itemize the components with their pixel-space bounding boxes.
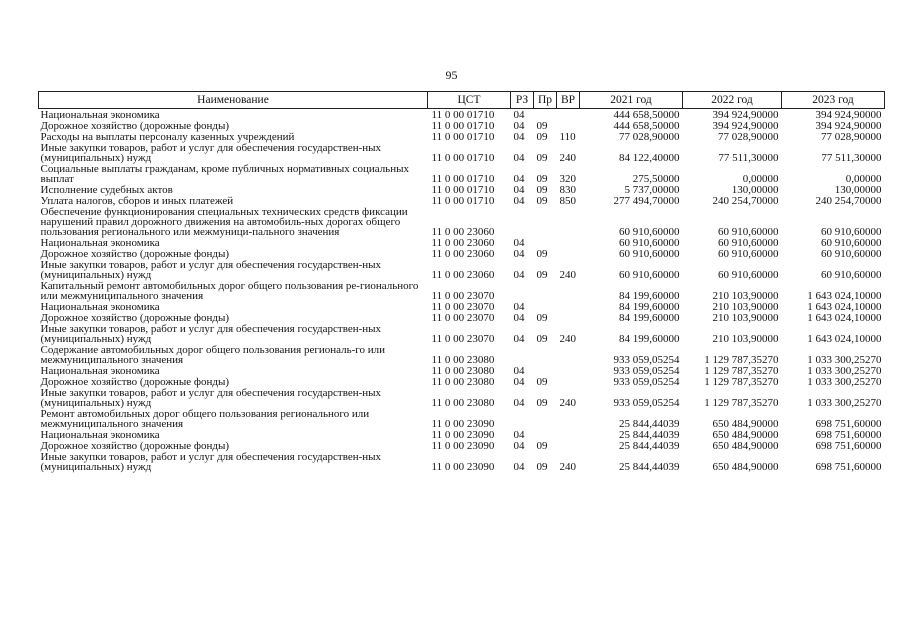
cell-2021: 933 059,05254	[613, 376, 680, 388]
cell-2023: 77 028,90000	[821, 131, 882, 143]
cell-2023: 60 910,60000	[821, 248, 882, 260]
cell-pr: 09	[536, 152, 548, 164]
header-name: Наименование	[39, 92, 428, 109]
cell-name: Дорожное хозяйство (дорожные фонды)	[40, 376, 230, 388]
cell-pr	[534, 280, 557, 301]
cell-pr: 09	[536, 312, 548, 324]
cell-vr	[557, 206, 580, 237]
cell-vr	[557, 365, 580, 376]
cell-2022: 394 924,90000	[712, 120, 779, 132]
cell-2021: 60 910,60000	[619, 248, 680, 260]
cell-2023: 0,00000	[845, 173, 882, 185]
cell-name: Социальные выплаты гражданам, кроме публичных нормативных социальных выплат	[40, 163, 409, 185]
cell-rz	[511, 280, 534, 301]
cell-2022: 210 103,90000	[712, 312, 779, 324]
cell-name: Исполнение судебных актов	[40, 184, 173, 196]
cell-2021: 84 199,60000	[619, 290, 680, 302]
cell-pr: 09	[536, 184, 548, 196]
cell-rz: 04	[513, 301, 525, 313]
cell-vr	[557, 237, 580, 248]
cell-rz: 04	[513, 312, 525, 324]
cell-rz: 04	[513, 248, 525, 260]
cell-2023: 698 751,60000	[815, 461, 882, 473]
cell-name: Иные закупки товаров, работ и услуг для обеспечения государствен-ных (муниципальных) нужд	[40, 259, 382, 281]
cell-vr: 110	[559, 131, 576, 143]
cell-name: Дорожное хозяйство (дорожные фонды)	[40, 440, 230, 452]
cell-2023: 1 033 300,25270	[807, 354, 882, 366]
cell-vr	[557, 120, 580, 131]
table-row	[39, 237, 885, 248]
cell-2022: 650 484,90000	[712, 418, 779, 430]
cell-2022: 60 910,60000	[718, 226, 779, 238]
cell-2022: 60 910,60000	[718, 237, 779, 249]
cell-2023: 1 033 300,25270	[807, 397, 882, 409]
page-number: 95	[445, 68, 458, 82]
cell-2023: 60 910,60000	[821, 226, 882, 238]
cell-2021: 60 910,60000	[619, 226, 680, 238]
cell-vr: 240	[559, 461, 576, 473]
table-row	[39, 195, 885, 206]
cell-2021: 933 059,05254	[613, 365, 680, 377]
cell-rz	[511, 408, 534, 429]
cell-cst: 11 0 00 01710	[431, 109, 495, 121]
cell-2022: 0,00000	[742, 173, 779, 185]
cell-vr: 240	[559, 397, 576, 409]
cell-2021: 277 494,70000	[613, 195, 680, 207]
cell-name: Уплата налогов, сборов и иных платежей	[40, 195, 234, 207]
cell-2022: 650 484,90000	[712, 429, 779, 441]
cell-name: Иные закупки товаров, работ и услуг для обеспечения государствен-ных (муниципальных) нужд	[40, 142, 382, 164]
cell-2021: 444 658,50000	[613, 120, 680, 132]
table-row	[39, 163, 885, 184]
cell-pr: 09	[536, 131, 548, 143]
cell-rz: 04	[513, 365, 525, 377]
cell-rz: 04	[513, 440, 525, 452]
cell-cst: 11 0 00 23060	[431, 248, 495, 260]
cell-vr: 240	[559, 333, 576, 345]
cell-pr: 09	[536, 269, 548, 281]
cell-cst: 11 0 00 01710	[431, 152, 495, 164]
cell-pr: 09	[536, 173, 548, 185]
cell-2021: 25 844,44039	[619, 440, 680, 452]
cell-cst: 11 0 00 23080	[431, 354, 495, 366]
cell-cst: 11 0 00 23060	[431, 226, 495, 238]
cell-2022: 650 484,90000	[712, 461, 779, 473]
cell-2023: 60 910,60000	[821, 269, 882, 281]
cell-2022: 650 484,90000	[712, 440, 779, 452]
cell-2022: 1 129 787,35270	[704, 376, 779, 388]
table-row	[39, 131, 885, 142]
cell-2021: 933 059,05254	[613, 354, 680, 366]
cell-pr	[534, 408, 557, 429]
cell-vr	[557, 280, 580, 301]
header-2022: 2022 год	[683, 92, 782, 109]
header-pr: Пр	[534, 92, 557, 109]
cell-2021: 84 122,40000	[619, 152, 680, 164]
cell-vr: 320	[559, 173, 576, 185]
cell-vr	[557, 344, 580, 365]
cell-cst: 11 0 00 01710	[431, 184, 495, 196]
cell-2023: 130,00000	[834, 184, 882, 196]
cell-cst: 11 0 00 01710	[431, 131, 495, 143]
table-body	[39, 109, 885, 473]
table-row	[39, 184, 885, 195]
cell-pr	[534, 301, 557, 312]
cell-2021: 25 844,44039	[619, 418, 680, 430]
cell-2023: 698 751,60000	[815, 418, 882, 430]
cell-2021: 444 658,50000	[613, 109, 680, 121]
cell-cst: 11 0 00 23070	[431, 301, 495, 313]
cell-vr	[557, 109, 580, 121]
cell-rz	[511, 206, 534, 237]
cell-rz: 04	[513, 109, 525, 121]
cell-cst: 11 0 00 23090	[431, 429, 495, 441]
table-row	[39, 206, 885, 237]
cell-cst: 11 0 00 23080	[431, 376, 495, 388]
cell-2023: 60 910,60000	[821, 237, 882, 249]
cell-2022: 210 103,90000	[712, 333, 779, 345]
table-row	[39, 451, 885, 472]
cell-pr	[534, 237, 557, 248]
cell-cst: 11 0 00 01710	[431, 120, 495, 132]
cell-pr: 09	[536, 461, 548, 473]
header-rz: РЗ	[511, 92, 534, 109]
cell-pr: 09	[536, 195, 548, 207]
cell-cst: 11 0 00 23070	[431, 312, 495, 324]
cell-cst: 11 0 00 23070	[431, 290, 495, 302]
cell-name: Дорожное хозяйство (дорожные фонды)	[40, 120, 230, 132]
cell-pr: 09	[536, 440, 548, 452]
cell-name: Расходы на выплаты персоналу казенных учреждений	[40, 131, 295, 143]
cell-rz: 04	[513, 120, 525, 132]
table-row	[39, 387, 885, 408]
table-row	[39, 142, 885, 163]
cell-cst: 11 0 00 23080	[431, 365, 495, 377]
cell-vr	[557, 440, 580, 451]
cell-cst: 11 0 00 23060	[431, 269, 495, 281]
cell-pr	[534, 429, 557, 440]
cell-2022: 77 028,90000	[718, 131, 779, 143]
cell-rz	[511, 344, 534, 365]
cell-vr	[557, 312, 580, 323]
cell-pr: 09	[536, 333, 548, 345]
cell-name: Иные закупки товаров, работ и услуг для обеспечения государствен-ных (муниципальных) нужд	[40, 387, 382, 409]
table-row	[39, 408, 885, 429]
cell-name: Дорожное хозяйство (дорожные фонды)	[40, 312, 230, 324]
cell-rz: 04	[513, 397, 525, 409]
cell-rz: 04	[513, 184, 525, 196]
cell-cst: 11 0 00 23060	[431, 237, 495, 249]
cell-2023: 240 254,70000	[815, 195, 882, 207]
cell-name: Обеспечение функционирования специальных технических средств фиксации нарушений правил дорожного движения на автомобиль-ных дорогах общего пользования регионального или межмуници-пального значения	[40, 206, 408, 238]
budget-table	[38, 91, 885, 472]
header-cst: ЦСТ	[428, 92, 511, 109]
cell-vr: 240	[559, 152, 576, 164]
cell-2022: 210 103,90000	[712, 301, 779, 313]
cell-2023: 1 643 024,10000	[807, 312, 882, 324]
cell-pr: 09	[536, 120, 548, 132]
cell-2022: 1 129 787,35270	[704, 354, 779, 366]
cell-cst: 11 0 00 01710	[431, 195, 495, 207]
table-header-row	[39, 92, 885, 109]
cell-2022: 130,00000	[731, 184, 779, 196]
cell-vr	[557, 376, 580, 387]
cell-rz: 04	[513, 237, 525, 249]
cell-2022: 240 254,70000	[712, 195, 779, 207]
cell-name: Национальная экономика	[40, 429, 160, 441]
cell-rz: 04	[513, 376, 525, 388]
cell-2021: 275,50000	[632, 173, 680, 185]
cell-vr	[557, 429, 580, 440]
cell-2023: 1 033 300,25270	[807, 376, 882, 388]
cell-cst: 11 0 00 23090	[431, 461, 495, 473]
table-row	[39, 440, 885, 451]
table-row	[39, 376, 885, 387]
cell-pr: 09	[536, 248, 548, 260]
table-row	[39, 312, 885, 323]
cell-2023: 698 751,60000	[815, 440, 882, 452]
cell-pr	[534, 206, 557, 237]
table-row	[39, 259, 885, 280]
cell-rz: 04	[513, 152, 525, 164]
cell-cst: 11 0 00 23090	[431, 418, 495, 430]
cell-vr	[557, 301, 580, 312]
cell-rz: 04	[513, 173, 525, 185]
cell-name: Национальная экономика	[40, 109, 160, 121]
cell-2021: 60 910,60000	[619, 237, 680, 249]
cell-vr	[557, 248, 580, 259]
cell-2022: 60 910,60000	[718, 269, 779, 281]
table-row	[39, 280, 885, 301]
cell-2023: 77 511,30000	[821, 152, 882, 164]
cell-cst: 11 0 00 23070	[431, 333, 495, 345]
cell-name: Капитальный ремонт автомобильных дорог общего пользования ре-гионального или межмуниципального значения	[40, 280, 419, 302]
cell-2022: 394 924,90000	[712, 109, 779, 121]
cell-name: Дорожное хозяйство (дорожные фонды)	[40, 248, 230, 260]
cell-cst: 11 0 00 23080	[431, 397, 495, 409]
cell-2022: 210 103,90000	[712, 290, 779, 302]
cell-pr	[534, 109, 557, 121]
cell-name: Иные закупки товаров, работ и услуг для обеспечения государствен-ных (муниципальных) нужд	[40, 323, 382, 345]
cell-name: Национальная экономика	[40, 365, 160, 377]
cell-2021: 60 910,60000	[619, 269, 680, 281]
table-row	[39, 429, 885, 440]
cell-2021: 77 028,90000	[619, 131, 680, 143]
cell-2023: 1 643 024,10000	[807, 333, 882, 345]
cell-2022: 1 129 787,35270	[704, 365, 779, 377]
cell-2021: 5 737,00000	[624, 184, 680, 196]
cell-2021: 84 199,60000	[619, 312, 680, 324]
cell-rz: 04	[513, 269, 525, 281]
cell-pr: 09	[536, 397, 548, 409]
cell-vr: 240	[559, 269, 576, 281]
table-row	[39, 120, 885, 131]
table-row	[39, 344, 885, 365]
cell-pr	[534, 344, 557, 365]
cell-rz: 04	[513, 333, 525, 345]
cell-2021: 25 844,44039	[619, 429, 680, 441]
cell-vr: 830	[559, 184, 576, 196]
header-vr: ВР	[557, 92, 580, 109]
cell-name: Ремонт автомобильных дорог общего пользования регионального или межмуниципального значения	[40, 408, 370, 430]
cell-2023: 698 751,60000	[815, 429, 882, 441]
cell-vr: 850	[559, 195, 576, 207]
cell-2021: 84 199,60000	[619, 301, 680, 313]
cell-2023: 1 033 300,25270	[807, 365, 882, 377]
cell-cst: 11 0 00 23090	[431, 440, 495, 452]
cell-2021: 84 199,60000	[619, 333, 680, 345]
cell-2021: 933 059,05254	[613, 397, 680, 409]
cell-2022: 1 129 787,35270	[704, 397, 779, 409]
header-2023: 2023 год	[782, 92, 885, 109]
cell-pr: 09	[536, 376, 548, 388]
table-row	[39, 109, 885, 121]
cell-name: Содержание автомобильных дорог общего пользования региональ-го или межмуниципального значения	[40, 344, 386, 366]
cell-cst: 11 0 00 01710	[431, 173, 495, 185]
cell-2021: 25 844,44039	[619, 461, 680, 473]
cell-2022: 77 511,30000	[718, 152, 779, 164]
cell-2022: 60 910,60000	[718, 248, 779, 260]
table-row	[39, 301, 885, 312]
header-2021: 2021 год	[580, 92, 683, 109]
cell-2023: 1 643 024,10000	[807, 301, 882, 313]
cell-rz: 04	[513, 131, 525, 143]
table-row	[39, 365, 885, 376]
cell-pr	[534, 365, 557, 376]
cell-name: Национальная экономика	[40, 301, 160, 313]
cell-rz: 04	[513, 461, 525, 473]
cell-2023: 394 924,90000	[815, 109, 882, 121]
cell-rz: 04	[513, 429, 525, 441]
cell-name: Национальная экономика	[40, 237, 160, 249]
table-row	[39, 248, 885, 259]
cell-vr	[557, 408, 580, 429]
table-row	[39, 323, 885, 344]
cell-2023: 394 924,90000	[815, 120, 882, 132]
cell-2023: 1 643 024,10000	[807, 290, 882, 302]
cell-name: Иные закупки товаров, работ и услуг для обеспечения государствен-ных (муниципальных) нужд	[40, 451, 382, 473]
cell-rz: 04	[513, 195, 525, 207]
